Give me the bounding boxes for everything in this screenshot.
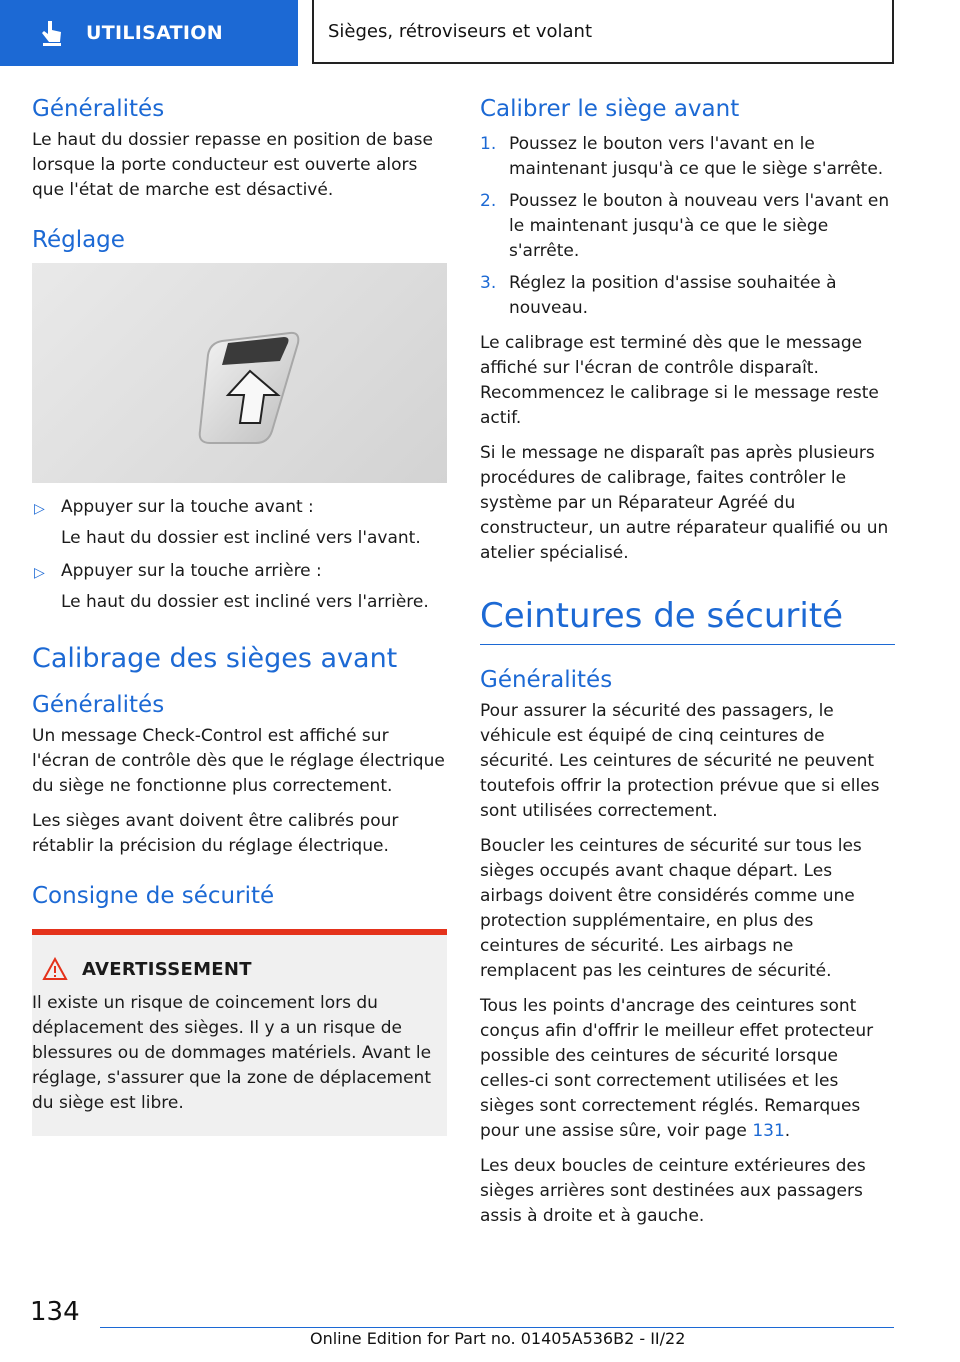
heading-calibrage: Calibrage des sièges avant <box>32 643 398 674</box>
bullet-sub: Le haut du dossier est incliné vers l'arrière. <box>61 592 429 612</box>
list-item <box>480 132 895 182</box>
bullet-main: Appuyer sur la touche avant : <box>61 497 314 517</box>
step-text: Poussez le bouton à nouveau vers l'avant en le maintenant jusqu'à ce que le siège s'arrête. <box>509 191 890 261</box>
footer-divider <box>100 1327 894 1328</box>
section-title: Sièges, rétroviseurs et volant <box>328 20 593 42</box>
triangle-bullet-icon: ▷ <box>34 565 45 581</box>
seat-button-figure <box>32 263 447 483</box>
bullet-sub: Le haut du dossier est incliné vers l'avant. <box>61 528 421 548</box>
heading-reglage: Réglage <box>32 227 125 253</box>
page-link-131[interactable]: 131 <box>752 1121 785 1141</box>
heading-ceintures: Ceintures de sécurité <box>480 596 895 645</box>
hand-touch-icon <box>36 18 66 48</box>
reglage-list <box>32 495 447 615</box>
paragraph-ceintures-2: Boucler les ceintures de sécurité sur tous les sièges occupés avant chaque départ. Les airbags doivent être considérés comme une protection supplémentaire, en plus des ceintures de sécurité. Les airbags ne remplacent pas les ceintures de sécurité. <box>480 836 862 981</box>
paragraph-ceintures-4: Les deux boucles de ceinture extérieures des sièges arrières sont destinées aux passagers assis à droite et à gauche. <box>480 1156 866 1226</box>
triangle-bullet-icon: ▷ <box>34 501 45 517</box>
warning-triangle-icon <box>42 957 68 981</box>
paragraph-ceintures-3 <box>480 994 895 1144</box>
step-number: 2. <box>480 191 497 211</box>
footer-edition: Online Edition for Part no. 01405A536B2 - II/22 <box>310 1329 686 1348</box>
list-item <box>480 189 895 264</box>
right-column <box>480 96 895 1239</box>
paragraph-ceintures-1: Pour assurer la sécurité des passagers, le véhicule est équipé de cinq ceintures de sécurité. Les ceintures de sécurité ne peuvent toutefois offrir la protection prévue que si elles sont utilisées correctement. <box>480 701 880 821</box>
warning-text: Il existe un risque de coincement lors du déplacement des sièges. Il y a un risque de blessures ou de dommages matériels. Avant le réglage, s'assurer que la zone de déplacement du siège est libre. <box>32 993 432 1113</box>
list-item <box>480 271 895 321</box>
heading-generalites: Généralités <box>32 96 165 122</box>
heading-generalites-2: Généralités <box>32 692 165 718</box>
paragraph-calibrage-2: Les sièges avant doivent être calibrés pour rétablir la précision du réglage électrique. <box>32 811 399 856</box>
chapter-tab <box>0 0 298 66</box>
paragraph-calibrage-done: Le calibrage est terminé dès que le message affiché sur l'écran de contrôle disparaît. Recommencez le calibrage si le message reste actif. <box>480 333 879 428</box>
page-header <box>0 0 960 66</box>
bullet-main: Appuyer sur la touche arrière : <box>61 561 322 581</box>
heading-generalites-ceintures: Généralités <box>480 667 613 693</box>
paragraph-calibrage-fail: Si le message ne disparaît pas après plusieurs procédures de calibrage, faites contrôler le système par un Réparateur Agréé du constructeur, un autre réparateur qualifié ou un atelier spécialisé. <box>480 443 889 563</box>
left-column <box>32 96 447 1136</box>
paragraph-text-end: . <box>784 1121 791 1141</box>
list-item <box>32 559 447 615</box>
step-text: Poussez le bouton vers l'avant en le maintenant jusqu'à ce que le siège s'arrête. <box>509 134 884 179</box>
step-number: 1. <box>480 134 497 154</box>
paragraph-calibrage-1: Un message Check-Control est affiché sur l'écran de contrôle dès que le réglage électrique du siège ne fonctionne plus correctement. <box>32 726 445 796</box>
seat-button-illustration <box>32 263 447 483</box>
section-title-box <box>312 0 894 64</box>
warning-header <box>32 957 435 981</box>
paragraph-generalites: Le haut du dossier repasse en position de base lorsque la porte conducteur est ouverte alors que l'état de marche est désactivé. <box>32 130 433 200</box>
heading-consigne: Consigne de sécurité <box>32 883 275 909</box>
page-number: 134 <box>30 1297 80 1327</box>
warning-title: AVERTISSEMENT <box>82 958 252 980</box>
step-number: 3. <box>480 273 497 293</box>
heading-calibrer: Calibrer le siège avant <box>480 96 740 122</box>
warning-box <box>32 929 447 1136</box>
chapter-title: UTILISATION <box>86 22 223 44</box>
paragraph-text: Tous les points d'ancrage des ceintures sont conçus afin d'offrir le meilleur effet protecteur possible des ceintures de sécurité lorsque celles-ci sont correctement utilisées et les sièges sont correctement réglés. Remarques pour une assise sûre, voir page <box>480 996 874 1141</box>
calibration-steps <box>480 132 895 321</box>
step-text: Réglez la position d'assise souhaitée à nouveau. <box>509 273 837 318</box>
list-item <box>32 495 447 551</box>
